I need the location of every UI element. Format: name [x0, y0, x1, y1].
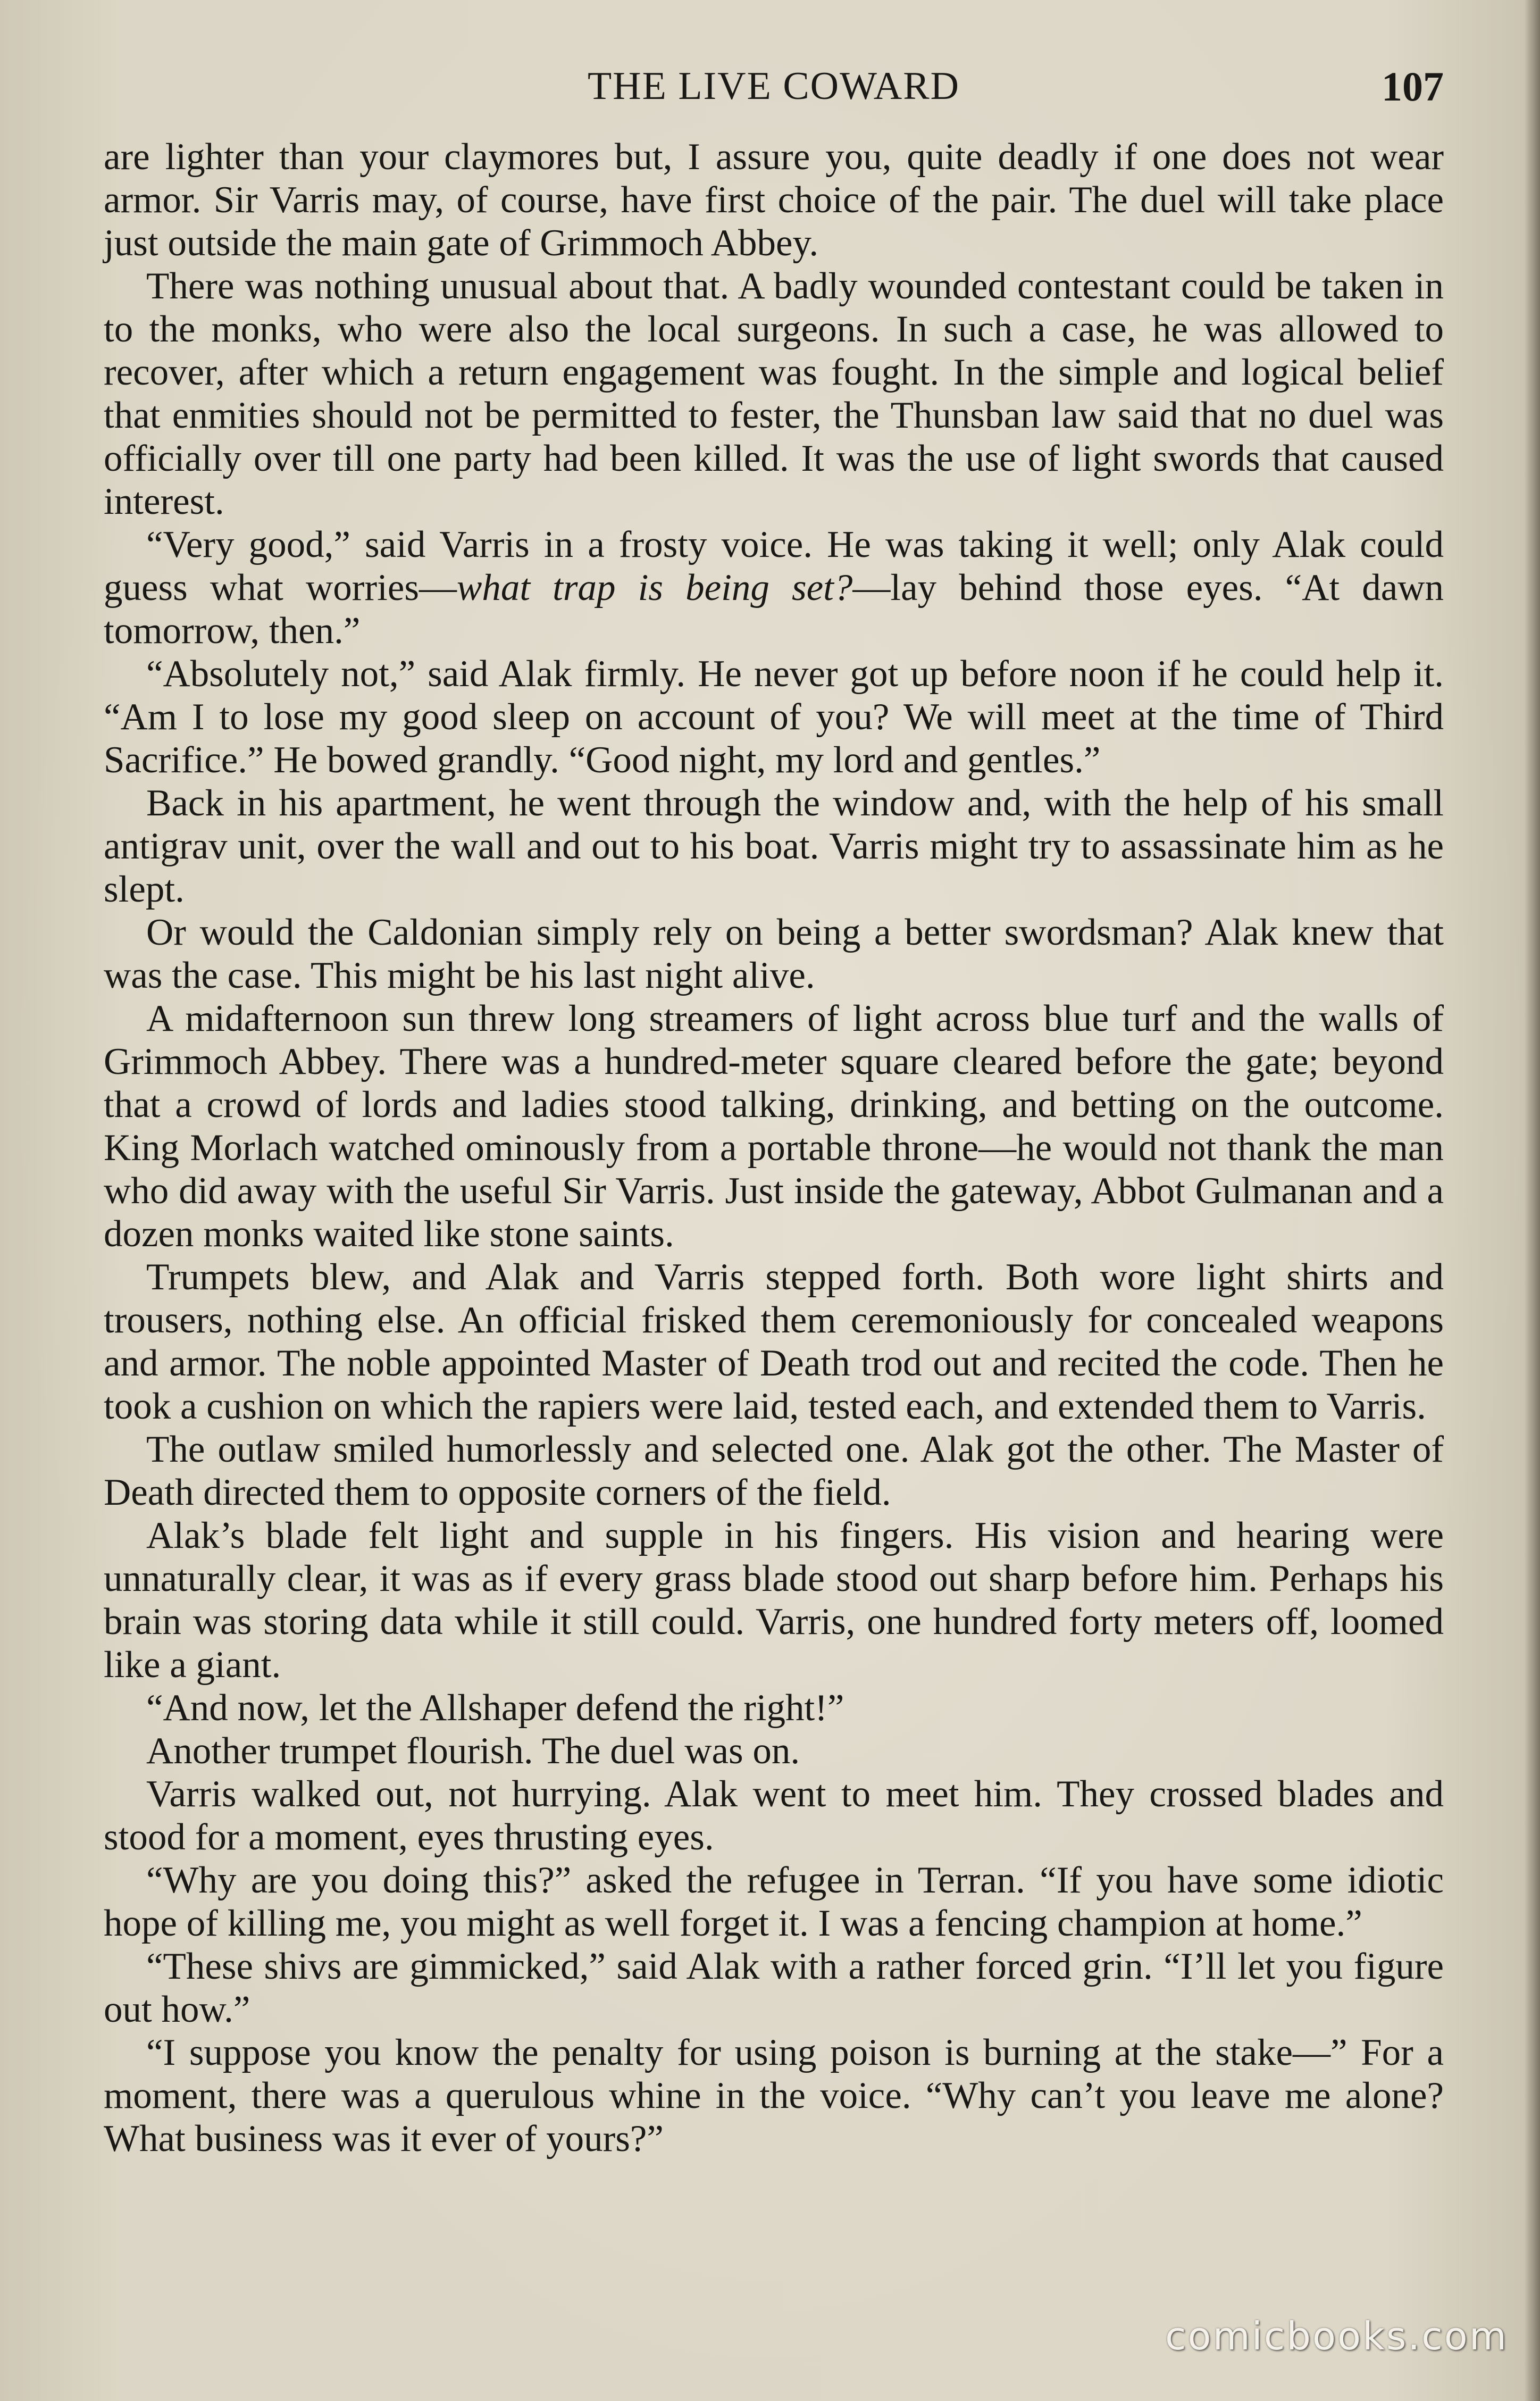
- italic-phrase: what trap is being set?: [456, 567, 853, 608]
- paragraph: Another trumpet flourish. The duel was on.: [146, 1730, 800, 1772]
- paragraph: The outlaw smiled humorlessly and selected one. Alak got the other. The Master of Death directed them to opposite corners of the field.: [104, 1429, 1444, 1513]
- paragraph: There was nothing unusual about that. A badly wounded contestant could be taken in to the monks, who were also the local surgeons. In such a case, he was allowed to recover, after which a return engagement was fought. In the simple and logical belief that enmities should not be permitted to fester, the Thunsban law said that no duel was officially over till one party had been killed. It was the use of light swords that caused interest.: [104, 265, 1444, 522]
- paragraph: A midafternoon sun threw long streamers of light across blue turf and the walls of Grimmoch Abbey. There was a hundred-meter square cleared before the gate; beyond that a crowd of lords and ladies stood talking, drinking, and betting on the outcome. King Morlach watched ominously from a portable throne—he would not thank the man who did away with the useful Sir Varris. Just inside the gateway, Abbot Gulmanan and a dozen monks waited like stone saints.: [104, 998, 1444, 1255]
- running-title: THE LIVE COWARD: [587, 64, 960, 108]
- watermark: comicbooks.com: [1165, 2314, 1508, 2358]
- paragraph-text: —lay behind those eyes. “At dawn tomorrow, then.”: [104, 567, 1444, 652]
- paragraph-text: “Very good,” said Varris in a frosty voice. He was taking it well; only Alak could guess what worries—: [104, 524, 1444, 608]
- paragraph: Alak’s blade felt light and supple in his fingers. His vision and hearing were unnaturally clear, it was as if every grass blade stood out sharp before him. Perhaps his brain was storing data while it still could. Varris, one hundred forty meters off, loomed like a giant.: [104, 1515, 1444, 1686]
- paragraph: “I suppose you know the penalty for using poison is burning at the stake—” For a moment, there was a querulous whine in the voice. “Why can’t you leave me alone? What business was it ever of yours?”: [104, 2032, 1444, 2160]
- paragraph: Trumpets blew, and Alak and Varris stepped forth. Both wore light shirts and trousers, nothing else. An official frisked them ceremoniously for concealed weapons and armor. The noble appointed Master of Death trod out and recited the code. Then he took a cushion on which the rapiers were laid, tested each, and extended them to Varris.: [104, 1256, 1444, 1427]
- paragraph: “These shivs are gimmicked,” said Alak with a rather forced grin. “I’ll let you figure out how.”: [104, 1946, 1444, 2030]
- paragraph: Back in his apartment, he went through the window and, with the help of his small antigrav unit, over the wall and out to his boat. Varris might try to assassinate him as he slept.: [104, 782, 1444, 910]
- paragraph: “Absolutely not,” said Alak firmly. He never got up before noon if he could help it. “Am I to lose my good sleep on account of you? We will meet at the time of Third Sacrifice.” He bowed grandly. “Good night, my lord and gentles.”: [104, 653, 1444, 781]
- paragraph: are lighter than your claymores but, I assure you, quite deadly if one does not wear armor. Sir Varris may, of course, have first choice of the pair. The duel will take place just outside the main gate of Grimmoch Abbey.: [104, 136, 1444, 264]
- paragraph: Varris walked out, not hurrying. Alak went to meet him. They crossed blades and stood for a moment, eyes thrusting eyes.: [104, 1773, 1444, 1858]
- page-edge-shadow: [1524, 0, 1540, 2401]
- paragraph: Or would the Caldonian simply rely on being a better swordsman? Alak knew that was the case. This might be his last night alive.: [104, 912, 1444, 996]
- body-text: [104, 136, 1444, 2161]
- paragraph: “Why are you doing this?” asked the refugee in Terran. “If you have some idiotic hope of killing me, you might as well forget it. I was a fencing champion at home.”: [104, 1860, 1444, 1944]
- paragraph: [104, 523, 1444, 653]
- running-head: [104, 59, 1444, 117]
- paragraph: “And now, let the Allshaper defend the right!”: [146, 1687, 844, 1729]
- page-number: 107: [1382, 63, 1444, 110]
